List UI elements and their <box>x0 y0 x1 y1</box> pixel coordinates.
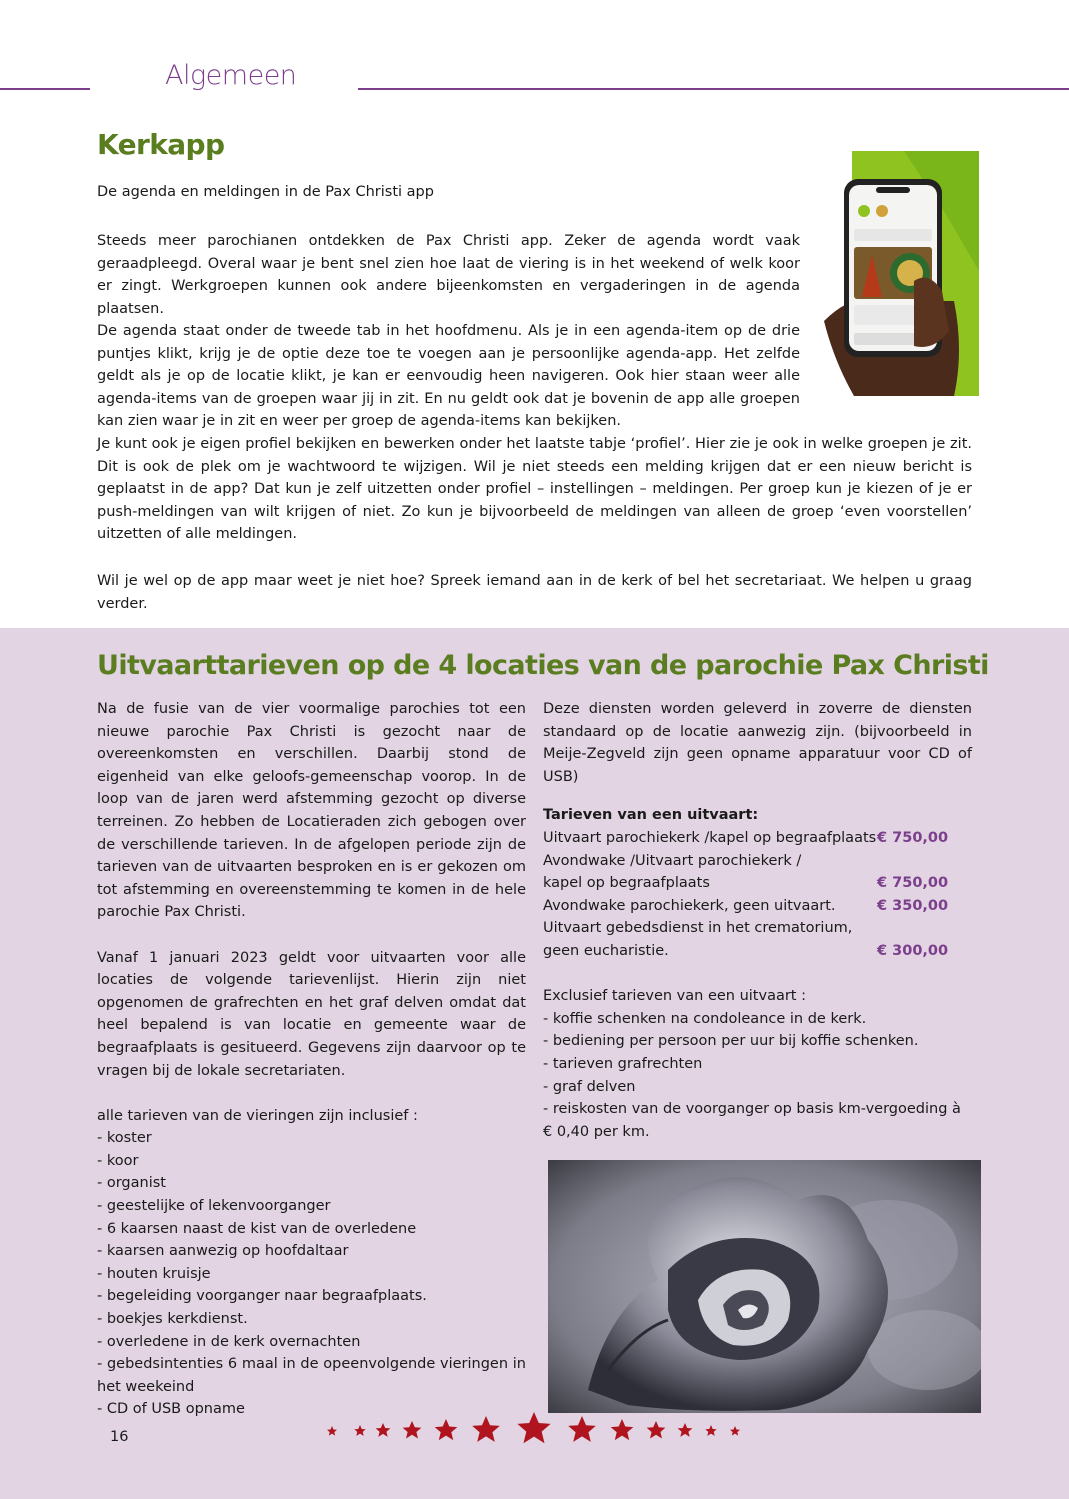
rate-row <box>543 850 972 873</box>
funeral-paragraph-1: Na de fusie van de vier voormalige parochies tot een nieuwe parochie Pax Christi is gezocht naar de overeenkomsten en verschillen. Daarbij stond de eigenheid van elke geloofs-gemeenschap voorop. In de loop van de jaren werd afstemming gezocht op diverse terreinen. Zo hebben de Locatieraden zich gebogen over de verschillende tarieven. In de afgelopen periode zijn de tarieven van de uitvaarten besproken en is er gekozen om tot afstemming en overeenstemming te komen in de hele parochie Pax Christi. <box>97 701 526 921</box>
list-item: - bediening per persoon per uur bij koffie schenken. <box>543 1033 919 1050</box>
kerkapp-paragraph-4: Wil je wel op de app maar weet je niet hoe? Spreek iemand aan in de kerk of bel het secretariaat. We helpen u graag verder. <box>97 573 972 612</box>
rate-row <box>543 940 972 963</box>
funeral-right-column <box>543 698 972 1143</box>
rate-label: geen eucharistie. <box>543 942 669 959</box>
rate-price: € 350,00 <box>877 897 949 914</box>
services-note: Deze diensten worden geleverd in zoverre de diensten standaard op de locatie aanwezig zijn. (bijvoorbeeld in Meije-Zegveld zijn geen opname apparatuur voor CD of USB) <box>543 701 972 785</box>
phone-app-photo <box>814 151 979 396</box>
kerkapp-title: Kerkapp <box>97 128 225 161</box>
list-item: - gebedsintenties 6 maal in de opeenvolgende vieringen in het weekeind <box>97 1356 526 1395</box>
list-item: - organist <box>97 1175 166 1192</box>
list-item: - graf delven <box>543 1078 636 1095</box>
list-item: - overledene in de kerk overnachten <box>97 1333 361 1350</box>
list-item: - koffie schenken na condoleance in de kerk. <box>543 1010 867 1027</box>
star-icon <box>354 1425 365 1436</box>
star-icon <box>611 1419 634 1440</box>
kerkapp-subtitle: De agenda en meldingen in de Pax Christi app <box>97 184 434 200</box>
funeral-paragraph-2: Vanaf 1 januari 2023 geldt voor uitvaarten voor alle locaties de volgende tarievenlijst. Hierin zijn niet opgenomen de grafrechten en het graf delven omdat dat heel bepalend is van locatie en gemeente waar de begraafplaats is gesitueerd. Gegevens zijn daarvoor op te vragen bij de lokale secretariaten. <box>97 949 526 1079</box>
list-item: - tarieven grafrechten <box>543 1055 703 1072</box>
star-icon <box>435 1419 458 1440</box>
star-icon <box>730 1426 740 1436</box>
inclusive-list <box>97 1127 526 1421</box>
list-item: - reiskosten van de voorganger op basis km-vergoeding à <box>543 1101 961 1118</box>
list-item: - CD of USB opname <box>97 1401 245 1418</box>
star-icon <box>705 1425 716 1436</box>
header-rule-left <box>0 88 90 90</box>
star-icon <box>327 1426 337 1436</box>
list-item: - geestelijke of lekenvoorganger <box>97 1198 331 1215</box>
rate-price: € 750,00 <box>877 829 949 846</box>
list-item: - kaarsen aanwezig op hoofdaltaar <box>97 1243 349 1260</box>
page-number: 16 <box>110 1429 129 1445</box>
rate-label: Avondwake parochiekerk, geen uitvaart. <box>543 897 836 914</box>
star-icon <box>568 1416 596 1442</box>
list-item: - begeleiding voorganger naar begraafplaats. <box>97 1288 427 1305</box>
kerkapp-paragraph-3: Je kunt ook je eigen profiel bekijken en bewerken onder het laatste tabje ‘profiel’. Hier zie je ook in welke groepen je zit. Dit is ook de plek om je wachtwoord te wijzigen. Wil je niet steeds een melding krijgen dat er een nieuw bericht is geplaatst in de app? Dat kun je zelf uitzetten onder profiel – instellingen – meldingen. Per groep kun je kiezen of je er push-meldingen van wilt krijgen of niet. Zo kun je bijvoorbeeld de meldingen van alleen de groep ‘even voorstellen’ uitzetten of alle meldingen. <box>97 436 972 543</box>
funeral-left-column <box>97 698 526 1421</box>
rate-row <box>543 827 972 850</box>
inclusive-heading: alle tarieven van de vieringen zijn inclusief : <box>97 1107 418 1124</box>
star-icon <box>517 1412 550 1443</box>
rate-label: kapel op begraafplaats <box>543 875 710 892</box>
list-item: € 0,40 per km. <box>543 1123 650 1140</box>
section-label: Algemeen <box>165 60 297 91</box>
list-item: - 6 kaarsen naast de kist van de overledene <box>97 1220 417 1237</box>
header-rule-right <box>358 88 1069 90</box>
star-icon <box>678 1423 693 1437</box>
rates-table <box>543 827 972 963</box>
exclusive-heading: Exclusief tarieven van een uitvaart : <box>543 988 806 1005</box>
rate-row <box>543 917 972 940</box>
star-icon <box>472 1416 500 1442</box>
rate-price: € 750,00 <box>877 875 949 892</box>
rate-price <box>877 850 972 873</box>
kerkapp-paragraph-2: De agenda staat onder de tweede tab in het hoofdmenu. Als je in een agenda-item op de drie puntjes klikt, krijg je de optie deze toe te voegen aan je persoonlijke agenda-app. Het zelfde geldt als je op de locatie klikt, je kan er eenvoudig heen navigeren. Ook hier staan weer alle agenda-items van de groepen waar jij in zit. En nu geldt ook dat je bovenin de app alle groepen kan zien waar je in zit en weer per groep de agenda-items kan bekijken. <box>97 323 800 430</box>
funeral-title: Uitvaarttarieven op de 4 locaties van de parochie Pax Christi <box>97 650 989 681</box>
rate-row <box>543 895 972 918</box>
rose-photo <box>548 1160 981 1413</box>
rate-label: Uitvaart gebedsdienst in het crematorium, <box>543 920 853 937</box>
star-icon <box>647 1421 666 1439</box>
rates-heading: Tarieven van een uitvaart: <box>543 807 759 824</box>
rate-label: Avondwake /Uitvaart parochiekerk / <box>543 852 802 869</box>
rate-row <box>543 872 972 895</box>
kerkapp-paragraph-1: Steeds meer parochianen ontdekken de Pax Christi app. Zeker de agenda wordt vaak geraadpleegd. Overal waar je bent snel zien hoe laat de viering is in het weekend of welk koor er zingt. Werkgroepen kunnen ook andere bijeenkomsten en vergaderingen in de agenda plaatsen. <box>97 233 800 317</box>
list-item: - houten kruisje <box>97 1265 211 1282</box>
stars-decoration <box>320 1410 750 1455</box>
exclusive-list <box>543 1008 972 1144</box>
list-item: - koor <box>97 1152 139 1169</box>
list-item: - boekjes kerkdienst. <box>97 1311 248 1328</box>
list-item: - koster <box>97 1130 152 1147</box>
rate-price <box>877 917 972 940</box>
star-icon <box>403 1421 422 1439</box>
rate-label: Uitvaart parochiekerk /kapel op begraafplaats <box>543 829 877 846</box>
star-icon <box>376 1423 391 1437</box>
rate-price: € 300,00 <box>877 942 949 959</box>
